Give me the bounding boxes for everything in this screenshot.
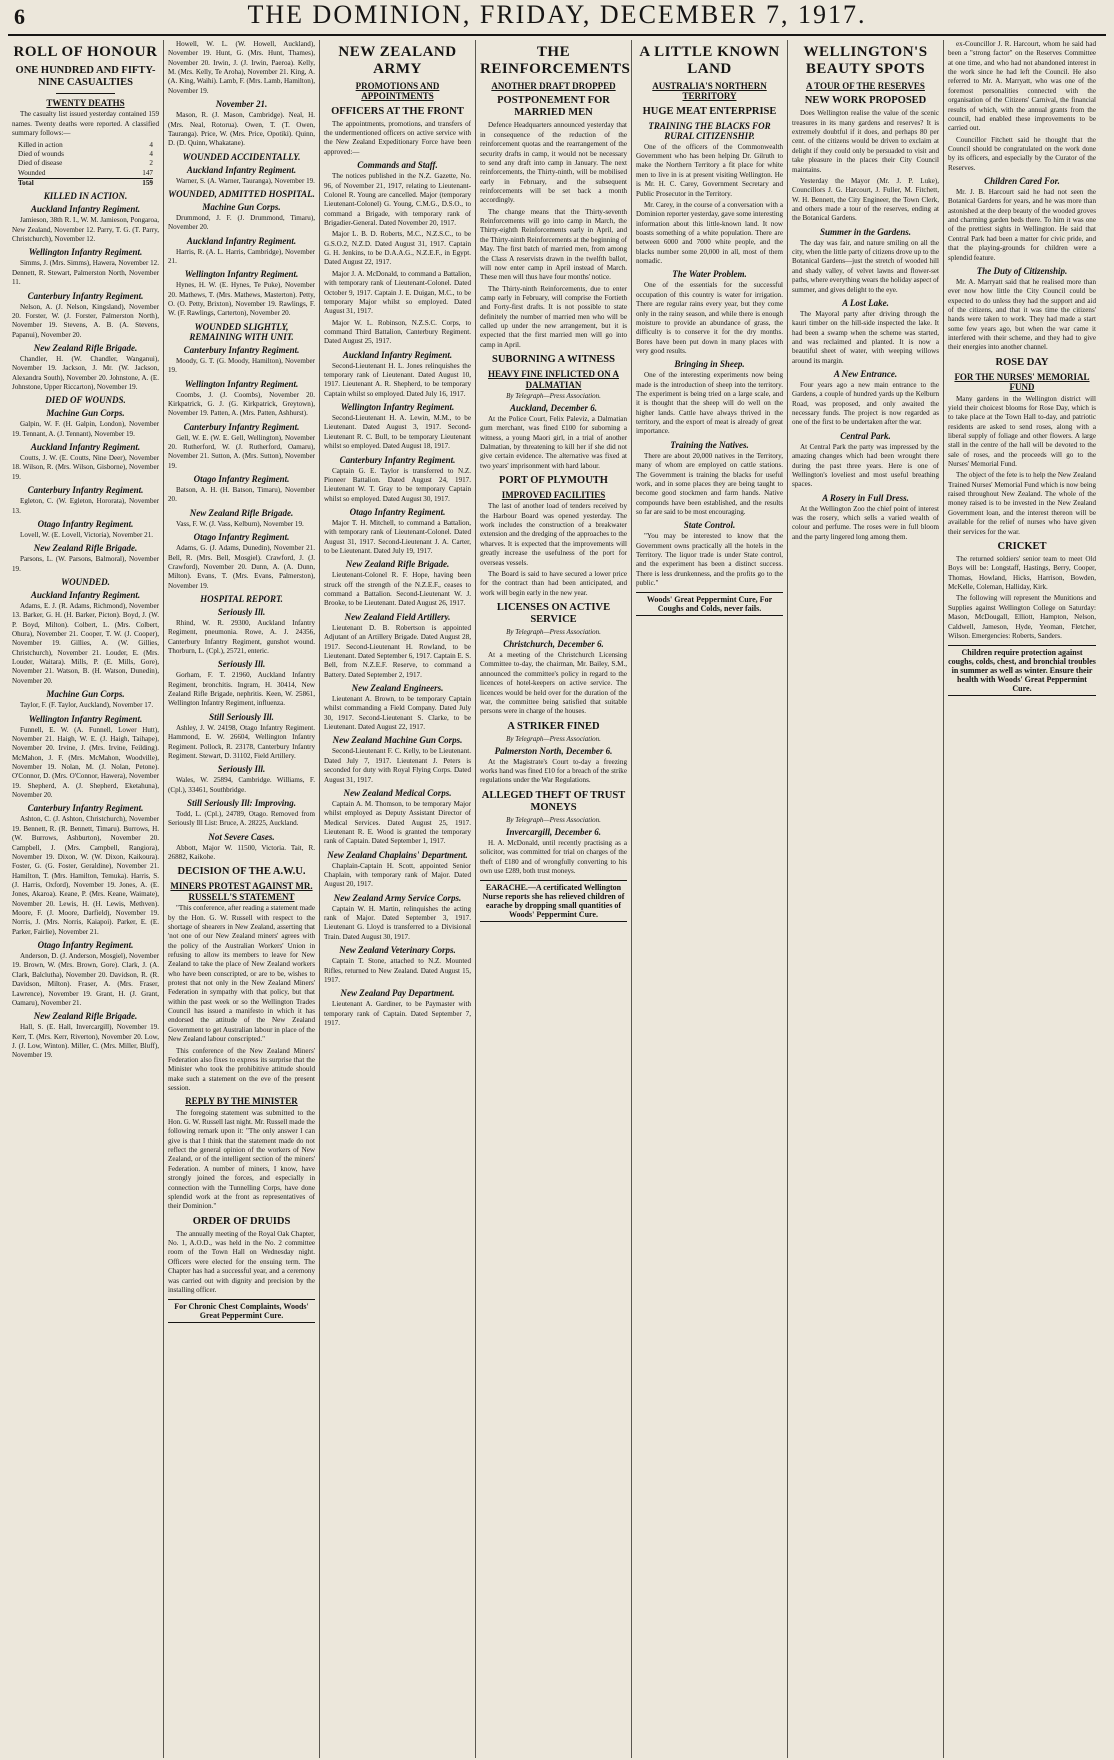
- paragraph: Ashley, J. W. 24198, Otago Infantry Regiment. Hammond, E. W. 26604, Wellington Infantry Regiment. Pollock, R. 23178, Canterbury Infantry Regiment. Stewart, D. 31102, Field Artillery.: [168, 723, 315, 760]
- section-label: Canterbury Infantry Regiment.: [27, 485, 144, 496]
- advertisement: For Chronic Chest Complaints, Woods' Great Peppermint Cure.: [168, 1299, 315, 1323]
- section-label: New Zealand Rifle Brigade.: [345, 559, 450, 570]
- deck: A TOUR OF THE RESERVES: [806, 81, 925, 91]
- subheading: HUGE MEAT ENTERPRISE: [642, 105, 777, 117]
- section-label: Bringing in Sheep.: [674, 359, 745, 370]
- section-label: Otago Infantry Regiment.: [37, 518, 134, 529]
- subheading: OFFICERS AT THE FRONT: [331, 105, 464, 117]
- paragraph: Does Wellington realise the value of the scenic treasures in its many gardens and reserves? It is extremely doubtful if it does, and perhaps 80 per cent. of the citizens would be driven to exclaim at delight if they could only be persuaded to visit and take pleasure in the places their City Council maintains.: [792, 109, 939, 174]
- subheading: ORDER OF DRUIDS: [192, 1215, 291, 1227]
- headline: A LITTLE KNOWN LAND: [639, 44, 780, 77]
- section-label: New Zealand Engineers.: [351, 683, 444, 693]
- section-label: Machine Gun Corps.: [46, 689, 125, 700]
- paragraph: ex-Councillor J. R. Harcourt, whom he said had been a "strong factor" on the Reserves Committee at one time, and who had not abandoned interest in the work since he had left the Council. He also referred to Mr. A. Marryatt, who was one of the foremost personalities connected with the organisation of the Citizens' Carnival, the financial results of which, with the annual grants from the council, had enabled these improvements to be carried out.: [948, 40, 1096, 133]
- section-label: WOUNDED, ADMITTED HOSPITAL.: [168, 188, 315, 199]
- section-label: New Zealand Chaplains' Department.: [327, 849, 468, 860]
- section-label: Still Seriously Ill: Improving.: [186, 797, 297, 808]
- paragraph: Wales, W. 25894, Cambridge. Williams, F. (Cpl.), 33461, Southbridge.: [168, 776, 315, 794]
- article-columns: [8, 40, 1106, 1758]
- summary-count: 2: [149, 159, 153, 168]
- section-label: A Rosery in Full Dress.: [822, 492, 909, 503]
- section-label: Wellington Infantry Regiment.: [28, 713, 143, 724]
- headline: NEW ZEALAND ARMY: [338, 44, 457, 77]
- section-label: WOUNDED ACCIDENTALLY.: [182, 151, 301, 162]
- column-5: [632, 40, 788, 1758]
- section-label: The Duty of Citizenship.: [976, 265, 1068, 276]
- summary-count: 4: [149, 149, 153, 158]
- section-label: Otago Infantry Regiment.: [193, 474, 290, 485]
- section-label: TRAINING THE BLACKS FOR RURAL CITIZENSHIP.: [648, 120, 771, 141]
- paragraph: The annually meeting of the Royal Oak Chapter, No. 1, A.O.D., was held in the No. 2 committee room of the Town Hall on Wednesday night. Officers were elected for the ensuing term. The Chapter has had a successful year, and a ceremony was carried out with dignity and precision by the installing officer.: [168, 1229, 315, 1294]
- section-label: Auckland Infantry Regiment.: [30, 204, 141, 215]
- column-2: [164, 40, 320, 1758]
- paragraph: Major J. A. McDonald, to command a Battalion, with temporary rank of Lieutenant-Colonel. Dated October 9, 1917. Captain J. E. Duigan, M.C., to be temporary Major whilst so employed. Dated August 31, 1917.: [324, 269, 471, 316]
- section-label: Auckland Infantry Regiment.: [186, 235, 297, 246]
- section-label: A New Entrance.: [833, 369, 898, 380]
- paragraph: Many gardens in the Wellington district will yield their choicest blooms for Rose Day, which is to take place at the Town Hall to-day, and patriotic residents are asked to send roses, along with a liberal supply of foliage and other flowers. A large stall in the centre of the hall will be devoted to the sale of roses, and the proceeds will go to the Nurses' Memorial Fund.: [948, 394, 1096, 469]
- subheading: ALLEGED THEFT OF TRUST MONEYS: [481, 789, 626, 813]
- column-1: [8, 40, 164, 1758]
- paragraph: Chandler, H. (W. Chandler, Wanganui), November 19. Jackson, J. Mr. (W. Jackson, Alexandra South), November 20. Johnstone, A. (E. Johnstone, Upper Riccarton), November 19.: [12, 354, 159, 392]
- paragraph: One of the officers of the Commonwealth Government who has been helping Dr. Gilruth to make the Northern Territory a fit place for white men to live in is at present visiting Wellington. He is Mr. H. C. Carey, Government Secretary and Public Prosecutor in the Territory.: [636, 142, 783, 198]
- byline: By Telegraph—Press Association.: [506, 391, 601, 400]
- section-label: Canterbury Infantry Regiment.: [183, 421, 300, 432]
- section-label: Canterbury Infantry Regiment.: [27, 803, 144, 814]
- paragraph: The following will represent the Munitions and Supplies against Wellington College on Saturday: Mason, McDougall, Elliott, Hampton, Nelson, Caldwell, Jameson, Hyde, Yeoman, Fletcher, Wilson. Emergencies: Roberts, Sanders.: [948, 594, 1096, 640]
- summary-total-row: [18, 178, 153, 188]
- casualty-summary-table: [18, 141, 153, 189]
- deck: TWENTY DEATHS: [46, 98, 125, 109]
- paragraph: Hall, S. (E. Hall, Invercargill), November 19. Kerr, T. (Mrs. Kerr, Riverton), November 20. Low, J. (J. Low, Winton). Miller, C. (Mrs. Miller, Bluff), November 19.: [12, 1023, 159, 1060]
- paragraph: Coutts, J. W. (E. Coutts, Nine Deer), November 18. Wilson, R. (Mrs. Wilson, Gisborne), November 19.: [12, 454, 159, 481]
- paragraph: Gorham, F. T. 21960, Auckland Infantry Regiment, bronchitis. Ingram, H. 30414, New Zealand Rifle Brigade, nephritis. Keen, W. 25861, Wellington Infantry Regiment, influenza.: [168, 671, 315, 708]
- paragraph: Batson, A. H. (H. Batson, Timaru), November 20.: [168, 486, 315, 504]
- summary-label: Killed in action: [18, 140, 63, 149]
- paragraph: Rhind, W. R. 29300, Auckland Infantry Regiment, pneumonia. Rowe, A. J. 24356, Canterbury Infantry Regiment, gunshot wound. Thorburn, L. (Cpl.), 25721, enteric.: [168, 618, 315, 656]
- page-number: 6: [14, 4, 25, 29]
- column-3: [320, 40, 476, 1758]
- paragraph: Lieutenant D. B. Robertson is appointed Adjutant of an Artillery Brigade. Dated August 28, 1917. Second-Lieutenant H. Rowland, to be Lieutenant. Dated September 6, 1917. Captain E. S. Bell, from N.Z.E.F. Reserve, to command a Battery. Dated September 2, 1917.: [324, 623, 471, 679]
- subheading: ONE HUNDRED AND FIFTY-NINE CASUALTIES: [15, 65, 156, 89]
- section-label: New Zealand Rifle Brigade.: [189, 507, 294, 518]
- section-label: Seriously Ill.: [217, 606, 266, 617]
- summary-row: [18, 150, 153, 159]
- paragraph: Funnell, E. W. (A. Funnell, Lower Hutt), November 21. Haigh, W. E. (J. Haigh, Taihape), November 20. Irvine, J. (Mrs. Irvine, Feilding). McMahon, J. F. (Mrs. McMahon, Woodville), November 19. Nolan, M. (J. Nolan, Petone). O'Connor, D. (Mrs. O'Connor, Hawera), November 19. Shepherd, A. (J. Shepherd, Eketahuna), November 20.: [12, 725, 159, 800]
- section-label: New Zealand Medical Corps.: [343, 787, 452, 798]
- paragraph: Abbott, Major W. 11500, Victoria. Tait, R. 26882, Kaikohe.: [168, 843, 315, 862]
- paragraph: Major W. L. Robinson, N.Z.S.C. Corps, to command Third Battalion, Canterbury Regiment. Dated August 25, 1917.: [324, 318, 471, 346]
- paragraph: At Central Park the party was impressed by the amazing changes which had been wrought there during the past three years. Here is one of Wellington's loveliest and most useful breathing spaces.: [792, 442, 939, 489]
- section-label: Canterbury Infantry Regiment.: [183, 344, 300, 355]
- section-label: New Zealand Field Artillery.: [344, 611, 451, 622]
- paragraph: Second-Lieutenant H. A. Lewin, M.M., to be Lieutenant. Dated August 3, 1917. Second-Lieutenant R. C. Bull, to be temporary Lieutenant whilst so employed. Dated August 18, 1917.: [324, 414, 471, 451]
- section-label: Otago Infantry Regiment.: [37, 940, 134, 951]
- paragraph: Adams, E. J. (R. Adams, Richmond), November 13. Barker, G. H. (H. Barker, Picton). Boyd, J. (W. P. Boyd, Milton). Colbert, L. (Mrs. Colbert, Ohura), November 21. Cooper, T. W. (J. Cooper), November 19. Gillies, A. (W. Gillies, Christchurch), November 21. Louder, E. (Mrs. Louder, Waitara). Mills, P. (E. Mills, Gore), November 21. Watson, B. (H. Watson, Dunedin), November 20.: [12, 601, 159, 685]
- section-label: November 21.: [215, 99, 268, 110]
- section-label: Auckland Infantry Regiment.: [30, 589, 141, 600]
- subheading: LICENSES ON ACTIVE SERVICE: [496, 602, 611, 626]
- paragraph: The foregoing statement was submitted to the Hon. G. W. Russell last night. Mr. Russell made the following remark upon it: "The only answer I can give is that I think that the statement made do not reflect the general opinion of the workers of New Zealand, or of the intelligent section of the miners' Federation. A number of miners, I know, have strongly joined the forces, and especially in connection with the Tunnelling Corps, have done splendid work at the front as representatives of their Dominion.": [168, 1108, 315, 1211]
- paragraph: This conference of the New Zealand Miners' Federation also fixes to express its surprise that the Minister who took the prohibitive attitude should make such a statement on the eve of the present session.: [168, 1046, 315, 1092]
- paragraph: Coombs, J. (J. Coombs), November 20. Kirkpatrick, G. J. (G. Kirkpatrick, Greytown), November 19. Patten, A. (Mrs. Patten, Ashhurst).: [168, 390, 315, 418]
- section-label: New Zealand Machine Gun Corps.: [332, 735, 463, 746]
- summary-count: 147: [142, 168, 153, 177]
- paragraph: Mr. J. B. Harcourt said he had not seen the Botanical Gardens for years, and he was more than astonished at the deep beauty of the wooded groves and charming garden beds there. To him it was one of the prettiest sights in Wellington. He said that Central Park had been a matter for civic pride, and that the playing-grounds for children were a splendid feature.: [948, 188, 1096, 262]
- section-label: Auckland, December 6.: [510, 402, 597, 413]
- section-label: Wellington Infantry Regiment.: [28, 247, 143, 258]
- section-label: New Zealand Army Service Corps.: [333, 892, 462, 903]
- paragraph: The change means that the Thirty-seventh Reinforcements will go into camp in March, the Thirty-eighth Reinforcements early in April, and the Thirty-ninth Reinforcements at the beginning of May. The first batch of married men, from among the Class A reservists drawn in the twelfth ballot, will now enter camp in April instead of March. These men will thus have four months' notice.: [480, 207, 627, 282]
- paragraph: Harris, R. (A. L. Harris, Cambridge), November 21.: [168, 247, 315, 266]
- paragraph: Lovell, W. (E. Lovell, Victoria), November 21.: [20, 530, 154, 539]
- section-label: Wellington Infantry Regiment.: [340, 402, 455, 413]
- section-label: Otago Infantry Regiment.: [193, 532, 290, 543]
- paragraph: Captain A. M. Thomson, to be temporary Major whilst employed as Deputy Assistant Director of Medical Services. Dated August 25, 1917. Lieutenant R. E. Wood is granted the temporary rank of Captain. Dated September 1, 1917.: [324, 799, 471, 846]
- subheading: DECISION OF THE A.W.U.: [177, 866, 306, 878]
- summary-label: Wounded: [18, 168, 46, 177]
- summary-label: Died of wounds: [18, 149, 64, 158]
- summary-row: [18, 159, 153, 168]
- paragraph: There are about 20,000 natives in the Territory, many of whom are employed on cattle stations. The Government is training the blacks for useful work, and in some places they are being taught to become good stockmen and farm hands. Native compounds have been established, and the results so far are said to be most encouraging.: [636, 451, 783, 516]
- paragraph: The day was fair, and nature smiling on all the city, when the little party of citizens drove up to the Botanical Gardens—just the stretch of wooded hill and shady valley, of velvet lawns and flower-set paths, where everything wears the holiday aspect of summer, and gives delight to the eye.: [792, 238, 939, 294]
- subheading: PORT OF PLYMOUTH: [499, 475, 608, 486]
- subheading: SUBORNING A WITNESS: [492, 354, 615, 366]
- paragraph: "This conference, after reading a statement made by the Hon. G. W. Russell with respect to the shortage of shearers in New Zealand, asserting that 'not one of our New Zealand miners' agrees with the policy of the Australian Workers' Union in refusing to allow its members to leave for New Zealand to take the place of New Zealand workers who have been conscripted, or are to be, wishes to protest that not only in the New Zealand Miners' Federation in sympathy with that policy, but that within the past week or so the Wellington Trades Council has issued a manifesto in which it has endorsed the attitude of the New Zealand Government to get Australian labour in place of the New Zealand labour conscripted.": [168, 904, 315, 1044]
- section-label: Commands and Staff.: [357, 160, 438, 171]
- deck: REPLY BY THE MINISTER: [185, 1096, 298, 1107]
- paragraph: Vass, F. W. (J. Vass, Kelburn), November 19.: [176, 519, 304, 528]
- section-label: Central Park.: [840, 430, 891, 441]
- paragraph: Egleton, C. (W. Egleton, Hororata), November 13.: [12, 497, 159, 515]
- total-label: Total: [18, 178, 34, 187]
- paragraph: The casualty list issued yesterday contained 159 names. Twenty deaths were reported. A classified summary follows:—: [12, 110, 159, 138]
- paragraph: Defence Headquarters announced yesterday that in consequence of the reduction of the reinforcement quotas and the rearrangement of the security drafts in camp, it would not be necessary to send any draft into camp in January. The next reinforcements, the Thirty-ninth, will be mobilised early in February, and the subsequent reinforcements will be set back a month accordingly.: [480, 121, 627, 205]
- divider-rule: [56, 93, 115, 94]
- section-label: WOUNDED.: [61, 576, 110, 587]
- paragraph: Major L. B. D. Roberts, M.C., N.Z.S.C., to be G.S.O.2, N.Z.D. Dated August 31, 1917. Captain G. H. Jenkins, to be D.A.A.G., N.Z.E.F., in Egypt. Dated August 22, 1917.: [324, 230, 471, 267]
- section-label: WOUNDED SLIGHTLY, REMAINING WITH UNIT.: [189, 321, 294, 342]
- paragraph: Drummond, J. F. (J. Drummond, Timaru), November 20.: [168, 213, 315, 232]
- paragraph: Nelson, A. (J. Nelson, Kingsland), November 20. Forster, W. (J. Forster, Palmerston North), November 19. Stevens, A. B. (A. Stevens, Papanui), November 20.: [12, 302, 159, 339]
- byline: By Telegraph—Press Association.: [506, 815, 601, 824]
- paragraph: Galpin, W. F. (H. Galpin, London), November 19. Tennant, A. (J. Tennant), November 19.: [12, 420, 159, 438]
- subheading: POSTPONEMENT FOR MARRIED MEN: [497, 95, 610, 119]
- masthead: [8, 0, 1106, 36]
- section-label: Invercargill, December 6.: [506, 826, 601, 837]
- paragraph: Taylor, F. (F. Taylor, Auckland), November 17.: [20, 701, 154, 710]
- paragraph: Captain T. Stone, attached to N.Z. Mounted Rifles, returned to New Zealand. Dated August 15, 1917.: [324, 957, 471, 984]
- paragraph: Lieutenant-Colonel R. F. Hope, having been struck off the strength of the N.Z.E.F., ceases to command a Battalion. Second-Lieutenant W. J. Brooke, to be Lieutenant. Dated August 26, 1917.: [324, 571, 471, 608]
- section-label: New Zealand Rifle Brigade.: [33, 1011, 138, 1022]
- paragraph: One of the interesting experiments now being made is the introduction of sheep into the territory. The experiment is being tried on a large scale, and it is thought that the sheep will do well on the higher lands. Cattle have always thrived in the territory, and the export of meat is already of great importance.: [636, 371, 783, 436]
- byline: By Telegraph—Press Association.: [506, 734, 601, 743]
- deck: AUSTRALIA'S NORTHERN TERRITORY: [652, 81, 767, 102]
- section-label: Training the Natives.: [670, 439, 749, 450]
- paragraph: Howell, W. L. (W. Howell, Auckland), November 19. Hunt, G. (Mrs. Hunt, Thames), November 20. Irwin, J. (J. Irwin, Paeroa). Kelly, M. (Mrs. Kelly, Te Aroha), November 21. King, A. (A. King, Waihi). Lamb, F. (Mrs. Lamb, Hamilton), November 19.: [168, 40, 315, 95]
- byline: By Telegraph—Press Association.: [506, 628, 601, 637]
- section-label: HOSPITAL REPORT.: [200, 593, 283, 604]
- paragraph: The notices published in the N.Z. Gazette, No. 96, of November 21, 1917, relating to Lieutenant-Colonel R. Young are cancelled. Major (temporary Lieutenant-Colonel) G. Young, C.M.G., D.S.O., to command a Brigade, with temporary rank of Brigadier-General. Dated November 20, 1917.: [324, 172, 471, 227]
- paragraph: Yesterday the Mayor (Mr. J. P. Luke), Councillors J. G. Harcourt, J. Fuller, M. Fitchett, W. H. Bennett, the City Engineer, the Town Clerk, and others made a tour of the reserves, ending at the Botanical Gardens.: [792, 176, 939, 223]
- column-7: [944, 40, 1100, 1758]
- paragraph: Ashton, C. (J. Ashton, Christchurch), November 19. Bennett, R. (R. Bennett, Timaru). Burrows, H. (W. Burrows, Ashburton), November 20. Campbell, J. (Mrs. Campbell, Rangiora), November 19. Dixon, W. (W. Dixon, Kaikoura). Foster, G. (G. Foster, Geraldine), November 21. Hamilton, T. (Mrs. Hamilton, Temuka). Harris, S. (J. Harris, Oxford), November 19. Jones, A. (E. Jones, Akaroa). Keane, P. (Mrs. Keane, Waimate), November 20. Lewis, H. (H. Lewis, Methven). Moore, F. (J. Moore, Darfield), November 19. Norris, J. (Mrs. Norris, Kaiapoi). Parker, E. (E. Parker, Fairlie), November 21.: [12, 815, 159, 936]
- deck: MINERS PROTEST AGAINST MR. RUSSELL'S STATEMENT: [170, 881, 313, 902]
- section-label: Auckland Infantry Regiment.: [342, 349, 453, 360]
- paragraph: The last of another load of tenders received by the Harbour Board was opened yesterday. The work includes the construction of a breakwater extension and the dredging of the approaches to the wharves. It is expected that the improvements will greatly increase the usefulness of the port for overseas vessels.: [480, 502, 627, 567]
- paragraph: Simms, J. (Mrs. Simms), Hawera, November 12. Dennett, R. Stewart, Palmerston North, November 11.: [12, 259, 159, 287]
- column-4: [476, 40, 632, 1758]
- section-label: A Lost Lake.: [842, 297, 889, 308]
- section-label: State Control.: [683, 520, 736, 531]
- paragraph: "You may be interested to know that the Government owns practically all the hotels in the Territory. The liquor trade is under State control, and the experiment has been a distinct success. There is less drunkenness, and the profits go to the public.": [636, 532, 783, 588]
- newspaper-title: THE DOMINION, FRIDAY, DECEMBER 7, 1917.: [247, 0, 867, 29]
- section-label: Auckland Infantry Regiment.: [30, 442, 141, 453]
- section-label: Canterbury Infantry Regiment.: [339, 454, 456, 465]
- deck: ANOTHER DRAFT DROPPED: [491, 81, 616, 91]
- section-label: Machine Gun Corps.: [46, 408, 125, 419]
- section-label: Wellington Infantry Regiment.: [184, 269, 299, 280]
- deck: HEAVY FINE INFLICTED ON A DALMATIAN: [487, 369, 620, 390]
- paragraph: Lieutenant A. Brown, to be temporary Captain whilst commanding a Field Company. Dated July 30, 1917. Second-Lieutenant S. Clarke, to be Lieutenant. Dated August 22, 1917.: [324, 695, 471, 732]
- summary-label: Died of disease: [18, 159, 63, 168]
- paragraph: Second-Lieutenant F. C. Kelly, to be Lieutenant. Dated July 7, 1917. Lieutenant J. Peters is seconded for duty with Royal Flying Corps. Dated August 31, 1917.: [324, 747, 471, 784]
- paragraph: The Mayoral party after driving through the kauri timber on the hill-side inspected the lake. It had been a swamp when the scheme was started, and was reclaimed and planted. It is now a beautiful sheet of water, with weeping willows around its margin.: [792, 309, 939, 365]
- section-label: Still Seriously Ill.: [209, 711, 274, 722]
- section-label: Auckland Infantry Regiment.: [186, 164, 297, 175]
- paragraph: Captain W. H. Martin, relinquishes the acting rank of Major. Dated September 3, 1917. Lieutenant G. Lloyd is transferred to a Divisional Train. Dated August 30, 1917.: [324, 904, 471, 941]
- paragraph: Lieutenant A. Gardiner, to be Paymaster with temporary rank of Captain. Dated September 7, 1917.: [324, 1000, 471, 1027]
- section-label: Summer in the Gardens.: [819, 226, 912, 237]
- paragraph: Hynes, H. W. (E. Hynes, Te Puke), November 20. Mathews, T. (Mrs. Mathews, Masterton). Petty, O. (O. Petty, Brixton), November 19. Rawlings, F. W. (F. Rawlings, Carterton), November 20.: [168, 281, 315, 318]
- paragraph: Anderson, D. (J. Anderson, Mosgiel), November 19. Brown, W. (Mrs. Brown, Gore). Clark, J. (A. Clark, Balclutha), November 20. Davidson, R. (R. Davidson, Milton). Fraser, A. (Mrs. Fraser, Lawrence), November 19. Grant, H. (J. Grant, Oamaru), November 21.: [12, 952, 159, 1007]
- paragraph: The returned soldiers' senior team to meet Old Boys will be: Longstaff, Hastings, Berry, Cooper, Thomas, Howland, Hicks, Harrison, Bowden, McKelle, Coleman, Halliday, Kirk.: [948, 554, 1096, 592]
- section-label: Wellington Infantry Regiment.: [184, 378, 299, 389]
- deck: IMPROVED FACILITIES: [501, 490, 606, 501]
- paragraph: Councillor Fitchett said he thought that the Council should be congratulated on the work done by its officers, and especially by the Curator of the Reserves.: [948, 135, 1096, 172]
- section-label: New Zealand Veterinary Corps.: [339, 945, 456, 956]
- paragraph: Gell, W. E. (W. E. Gell, Wellington), November 20. Rutherford, W. (J. Rutherford, Oamaru), November 21. Sutton, A. (Mrs. Sutton), November 19.: [168, 433, 315, 470]
- advertisement: EARACHE.—A certificated Wellington Nurse reports she has relieved children of earache by dropping small quantities of Woods' Peppermint Cure.: [480, 880, 627, 922]
- paragraph: At the Magistrate's Court to-day a freezing works hand was fined £10 for a breach of the strike regulations under the War Regulations.: [480, 757, 627, 785]
- paragraph: At the Wellington Zoo the chief point of interest was the rosery, which sells a varied wealth of colour and perfume. The roses were in full bloom and the party lingered long among them.: [792, 504, 939, 541]
- section-label: Seriously Ill.: [217, 764, 266, 775]
- advertisement: Children require protection against coughs, colds, chest, and bronchial troubles in summer as well as winter. Ensure their health with Woods' Great Peppermint Cure.: [948, 645, 1096, 696]
- section-label: New Zealand Pay Department.: [340, 988, 455, 999]
- paragraph: Chaplain-Captain H. Scott, appointed Senior Chaplain, with temporary rank of Major. Dated August 20, 1917.: [324, 861, 471, 889]
- section-label: Not Severe Cases.: [208, 831, 275, 842]
- section-label: Seriously Ill.: [217, 659, 266, 670]
- summary-row: [18, 141, 153, 150]
- paragraph: Major T. H. Mitchell, to command a Battalion, with temporary rank of Lieutenant-Colonel. Dated August 31, 1917. Second-Lieutenant J. A. Carter, to be Lieutenant. Dated July 19, 1917.: [324, 518, 471, 556]
- paragraph: Second-Lieutenant H. L. Jones relinquishes the temporary rank of Lieutenant. Dated August 10, 1917. Lieutenant A. R. Shepherd, to be temporary Captain whilst so employed. Dated July 16, 1917.: [324, 361, 471, 398]
- paragraph: One of the essentials for the successful occupation of this country is water for irrigation. There are regular rains every year, but they come only in the rainy season, and while there is enough moisture to provide an abundance of grass, the difficulty is to conserve it for the dry months. Bores have been put down in many places with very good results.: [636, 281, 783, 355]
- section-label: Children Cared For.: [984, 176, 1060, 187]
- subheading: CRICKET: [997, 540, 1047, 552]
- total-count: 159: [142, 178, 153, 187]
- paragraph: Jamieson, 38th R. I., W. M. Jamieson, Pongaroa, New Zealand, November 12. Parry, T. G. (T. Parry, Christchurch), November 12.: [12, 216, 159, 244]
- advertisement: Woods' Great Peppermint Cure, For Coughs and Colds, never fails.: [636, 592, 783, 616]
- paragraph: Mr. Carey, in the course of a conversation with a Dominion reporter yesterday, gave some interesting information about this little-known land. It now boasts something of a white population. There are between 6000 and 7000 white people, and the blacks number some 20,000 in all, most of them nomadic.: [636, 200, 783, 266]
- paragraph: Warner, S. (A. Warner, Tauranga), November 19.: [176, 176, 315, 185]
- paragraph: Adams, G. (J. Adams, Dunedin), November 21. Bell, R. (Mrs. Bell, Mosgiel). Crawford, J. (J. Crawford), November 20. Dunn, A. (A. Dunn, Milton). Evans, T. (Mrs. Evans, Palmerston), November 19.: [168, 544, 315, 590]
- paragraph: At the Police Court, Felix Paleviz, a Dalmatian gum merchant, was fined £100 for suborning a witness, a young Maori girl, in a trial of another Dalmatian, by threatening to kill her if she did not give certain evidence. The alternative was fixed at two years' imprisonment with hard labour.: [480, 414, 627, 470]
- summary-count: 4: [149, 140, 153, 149]
- subheading: A STRIKER FINED: [507, 720, 600, 732]
- section-label: Palmerston North, December 6.: [494, 745, 613, 756]
- paragraph: The Board is said to have secured a lower price for the contract than had been anticipated, and work will begin early in the new year.: [480, 569, 627, 597]
- section-label: Christchurch, December 6.: [503, 639, 604, 650]
- headline: WELLINGTON'S BEAUTY SPOTS: [803, 44, 928, 77]
- paragraph: At a meeting of the Christchurch Licensing Committee to-day, the chairman, Mr. Bailey, S.M., announced the committee's policy in regard to the licences of hotel-keepers on active service. The licences would be held over for the duration of the war, the committee being satisfied that suitable persons were in charge of the houses.: [480, 651, 627, 716]
- section-label: Machine Gun Corps.: [202, 201, 281, 212]
- paragraph: The object of the fete is to help the New Zealand Trained Nurses' Memorial Fund which is now being raised throughout New Zealand. The whole of the money raised is to be invested in the New Zealand Government loan, and the interest thereon will be available for the relief of nurses who have given their services for the war.: [948, 471, 1096, 536]
- headline: THE REINFORCEMENTS: [480, 44, 631, 77]
- paragraph: Mason, R. (J. Mason, Cambridge). Neal, H. (Mrs. Neal, Rotorua). Owen, T. (T. Owen, Tauranga). Price, W. (Mrs. Price, Opotiki). Quinn, D. (D. Quinn, Whakatane).: [168, 111, 315, 148]
- paragraph: Moody, G. T. (G. Moody, Hamilton), November 19.: [168, 356, 315, 375]
- paragraph: Mr. A. Marryatt said that he realised more than ever now how little the City Council could be expected to do unless they had the support and aid of the citizens, and that it was time the citizens' hands were taken to work. They had made a start some few years ago, but when the war came it interfered with their scheme, and they had to give their energies into another channel.: [948, 277, 1096, 352]
- deck: FOR THE NURSES' MEMORIAL FUND: [954, 371, 1090, 393]
- paragraph: Todd, L. (Cpl.), 24789, Otago. Removed from Seriously Ill List: Bruce, A. 28225, Auckland.: [168, 809, 315, 828]
- paragraph: Four years ago a new main entrance to the Gardens, a couple of hundred yards up the Kelburn Road, was proposed, and only awaited the necessary funds. The project is now regarded as one of the first to be undertaken after the war.: [792, 381, 939, 427]
- deck: PROMOTIONS AND APPOINTMENTS: [355, 81, 440, 102]
- headline: ROLL OF HONOUR: [13, 44, 158, 60]
- section-label: New Zealand Rifle Brigade.: [33, 543, 138, 554]
- paragraph: H. A. McDonald, until recently practising as a solicitor, was committed for trial on charges of the theft of £180 and of wrongfully converting to his own use £289, both trust moneys.: [480, 838, 627, 875]
- paragraph: The Thirty-ninth Reinforcements, due to enter camp early in February, will comprise the Fortieth and Forty-first drafts. It is not possible to state definitely the number of married men who will be called up under the new arrangement, but it is expected that the first married men will go into camp in April.: [480, 284, 627, 349]
- section-label: Otago Infantry Regiment.: [349, 506, 446, 517]
- section-label: New Zealand Rifle Brigade.: [33, 342, 138, 353]
- section-label: Canterbury Infantry Regiment.: [27, 290, 144, 301]
- section-label: KILLED IN ACTION.: [43, 191, 128, 202]
- summary-row: [18, 169, 153, 178]
- section-label: The Water Problem.: [672, 269, 747, 280]
- paragraph: Parsons, L. (W. Parsons, Balmoral), November 19.: [12, 555, 159, 573]
- subheading: NEW WORK PROPOSED: [804, 95, 927, 107]
- subheading: ROSE DAY: [995, 356, 1049, 368]
- section-label: DIED OF WOUNDS.: [45, 395, 126, 406]
- paragraph: The appointments, promotions, and transfers of the undermentioned officers on active service with the New Zealand Expeditionary Force have been approved:—: [324, 119, 471, 156]
- column-6: [788, 40, 944, 1758]
- paragraph: Captain G. E. Taylor is transferred to N.Z. Pioneer Battalion. Dated August 24, 1917. Lieutenant W. T. Gray to be temporary Captain whilst so employed. Dated August 30, 1917.: [324, 466, 471, 503]
